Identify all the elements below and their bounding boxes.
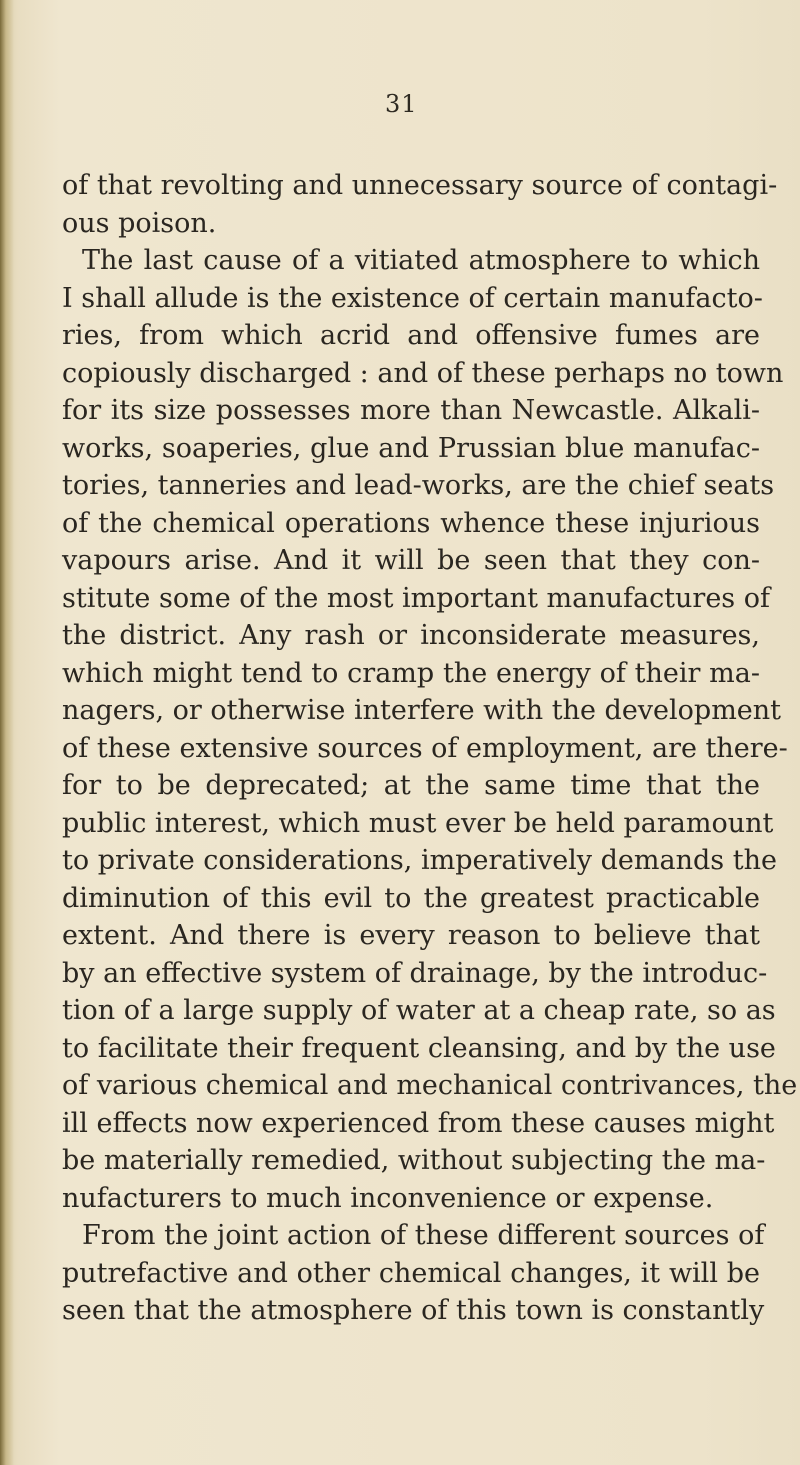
text-line: of various chemical and mechanical contrivances, the (62, 1070, 798, 1101)
text-line: putrefactive and other chemical changes, it will be (62, 1257, 760, 1289)
page-binding-edge (0, 0, 14, 1465)
text-line: tion of a large supply of water at a cheap rate, so as (62, 995, 776, 1026)
text-line: of these extensive sources of employment, are there- (62, 732, 788, 764)
text-line: ries, from which acrid and offensive fumes are (62, 320, 760, 351)
body-text (62, 167, 798, 1330)
text-line: by an effective system of drainage, by the introduc- (62, 957, 768, 989)
text-line: for to be deprecated; at the same time that the (62, 770, 760, 801)
text-line: for its size possesses more than Newcastle. Alkali- (62, 395, 760, 426)
page-number: 31 (385, 90, 418, 118)
text-line: be materially remedied, without subjecting the ma- (62, 1145, 766, 1176)
text-line: stitute some of the most important manufactures of (62, 582, 770, 614)
text-line: works, soaperies, glue and Prussian blue manufac- (62, 432, 760, 464)
text-line: which might tend to cramp the energy of their ma- (62, 657, 760, 689)
text-line: of that revolting and unnecessary source of contagi- (62, 170, 778, 201)
text-line: nagers, or otherwise interfere with the development (62, 695, 782, 726)
text-line: ous poison. (62, 207, 217, 239)
paragraph-start-line: From the joint action of these different sources of (82, 1220, 765, 1251)
text-line: ill effects now experienced from these causes might (62, 1107, 775, 1139)
text-line: nufacturers to much inconvenience or expense. (62, 1182, 714, 1214)
text-line: the district. Any rash or inconsiderate measures, (62, 620, 760, 651)
text-line: public interest, which must ever be held paramount (62, 807, 774, 839)
text-line: I shall allude is the existence of certain manufacto- (62, 282, 763, 314)
text-line: to facilitate their frequent cleansing, and by the use (62, 1032, 776, 1064)
text-line: extent. And there is every reason to believe that (62, 920, 760, 951)
text-line: vapours arise. And it will be seen that they con- (62, 545, 760, 576)
text-line: tories, tanneries and lead-works, are the chief seats (62, 470, 775, 501)
paragraph-start-line: The last cause of a vitiated atmosphere to which (82, 245, 760, 276)
text-line: diminution of this evil to the greatest practicable (62, 882, 760, 914)
text-line: of the chemical operations whence these injurious (62, 507, 760, 539)
text-line: to private considerations, imperatively demands the (62, 845, 777, 876)
text-line: seen that the atmosphere of this town is constantly (62, 1295, 765, 1326)
text-line: copiously discharged : and of these perhaps no town (62, 357, 784, 389)
